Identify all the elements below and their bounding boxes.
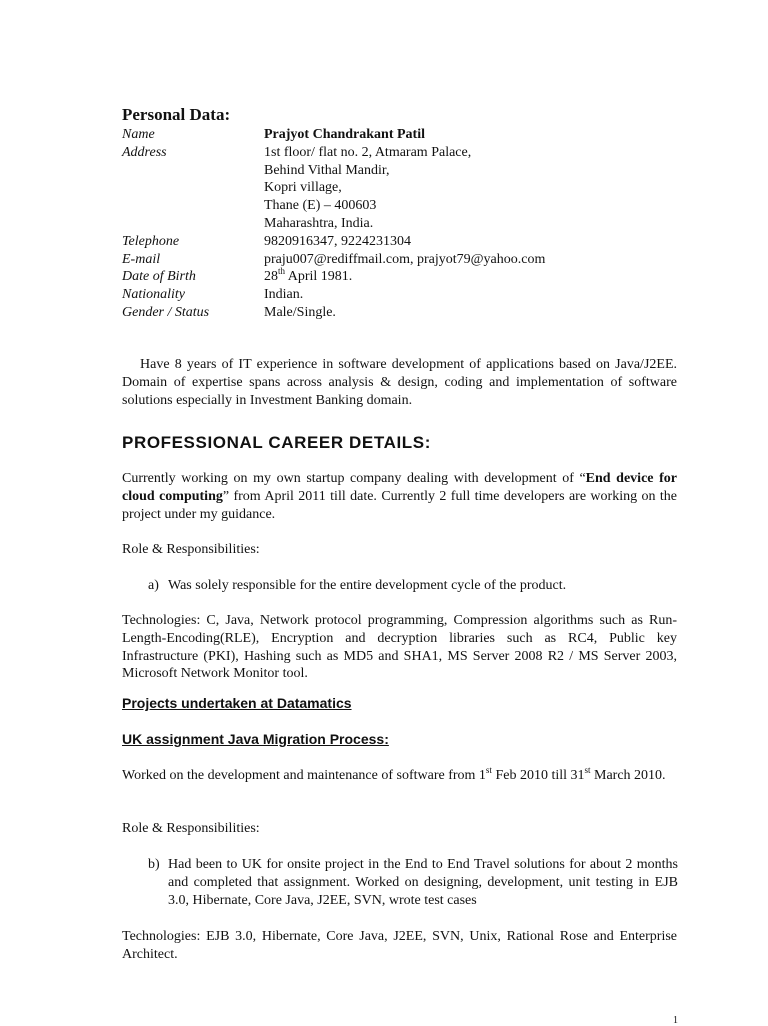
nationality-row	[122, 286, 682, 304]
address-line: Thane (E) – 400603	[264, 198, 377, 214]
personal-data-title: Personal Data:	[122, 105, 231, 124]
career-intro-bold: End device for cloud computing	[122, 471, 677, 504]
dob-row	[122, 268, 682, 286]
address-line: 1st floor/ flat no. 2, Atmaram Palace,	[264, 144, 472, 160]
career-list-item	[148, 577, 678, 595]
uk-intro-sup: st	[485, 765, 492, 775]
career-intro	[122, 470, 677, 523]
gender-row	[122, 304, 682, 322]
address-line: Kopri village,	[264, 180, 342, 196]
address-value	[264, 144, 682, 233]
list-marker: b)	[148, 857, 160, 872]
email-row	[122, 251, 682, 269]
page-number: 1	[673, 1015, 678, 1026]
telephone-label: Telephone	[122, 233, 180, 249]
projects-heading: Projects undertaken at Datamatics	[122, 695, 352, 711]
career-intro-post: ” from April 2011 till date. Currently 2 full time developers are working on the project under my guidance.	[122, 488, 678, 522]
uk-intro-part: March 2010.	[590, 768, 666, 783]
address-line: Maharashtra, India.	[264, 215, 374, 231]
uk-assignment-heading: UK assignment Java Migration Process:	[122, 731, 389, 747]
list-item-text: Had been to UK for onsite project in the End to End Travel solutions for about 2 months and completed that assignment. Worked on designing, development, unit testing in EJB 3.0, Hibernate, Core Java, J2EE, SVN, wrote test cases	[168, 857, 678, 908]
telephone-value: 9820916347, 9224231304	[264, 233, 411, 249]
dob-rest: April 1981.	[285, 269, 353, 285]
dob-day: 28	[264, 269, 278, 285]
uk-role-label: Role & Responsibilities:	[122, 821, 260, 836]
address-label: Address	[122, 144, 167, 160]
dob-suffix: th	[278, 266, 286, 277]
name-value: Prajyot Chandrakant Patil	[264, 127, 425, 142]
email-label: E-mail	[122, 251, 161, 267]
uk-intro-part: Worked on the development and maintenance of software from 1	[122, 768, 486, 783]
address-line: Behind Vithal Mandir,	[264, 162, 390, 178]
list-marker: a)	[148, 578, 159, 593]
summary-paragraph: Have 8 years of IT experience in software development of applications based on Java/J2EE. Domain of expertise spans across analysis & design, coding and implementation of software solutions especially in Investment Banking domain.	[122, 357, 677, 408]
address-row	[122, 144, 682, 233]
uk-list-item	[148, 856, 678, 909]
career-intro-pre: Currently working on my own startup company dealing with development of “	[122, 471, 586, 486]
personal-data-table	[122, 126, 682, 322]
uk-intro-sup: st	[584, 765, 591, 775]
gender-value: Male/Single.	[264, 304, 336, 320]
career-technologies: Technologies: C, Java, Network protocol programming, Compression algorithms such as Run-Length-Encoding(RLE), Encryption and decryption libraries such as RC4, Public key Infrastructure (PKI), Hashing such as MD5 and SHA1, MS Server 2008 R2 / MS Server 2003, Microsoft Network Monitor tool.	[122, 613, 677, 682]
email-value[interactable]: praju007@rediffmail.com, prajyot79@yahoo.com	[264, 251, 546, 267]
list-item-text: Was solely responsible for the entire development cycle of the product.	[168, 578, 567, 593]
uk-intro-part: Feb 2010 till 31	[491, 768, 585, 783]
nationality-value: Indian.	[264, 287, 304, 303]
uk-intro	[122, 767, 677, 785]
nationality-label: Nationality	[122, 287, 185, 303]
name-label: Name	[122, 127, 155, 142]
telephone-row	[122, 233, 682, 251]
career-heading: PROFESSIONAL CAREER DETAILS:	[122, 433, 431, 452]
gender-label: Gender / Status	[122, 304, 210, 320]
name-row	[122, 126, 682, 144]
dob-value	[264, 268, 682, 286]
uk-technologies: Technologies: EJB 3.0, Hibernate, Core Java, J2EE, SVN, Unix, Rational Rose and Enterprise Architect.	[122, 929, 677, 962]
dob-label: Date of Birth	[122, 269, 196, 285]
career-role-label: Role & Responsibilities:	[122, 542, 260, 557]
